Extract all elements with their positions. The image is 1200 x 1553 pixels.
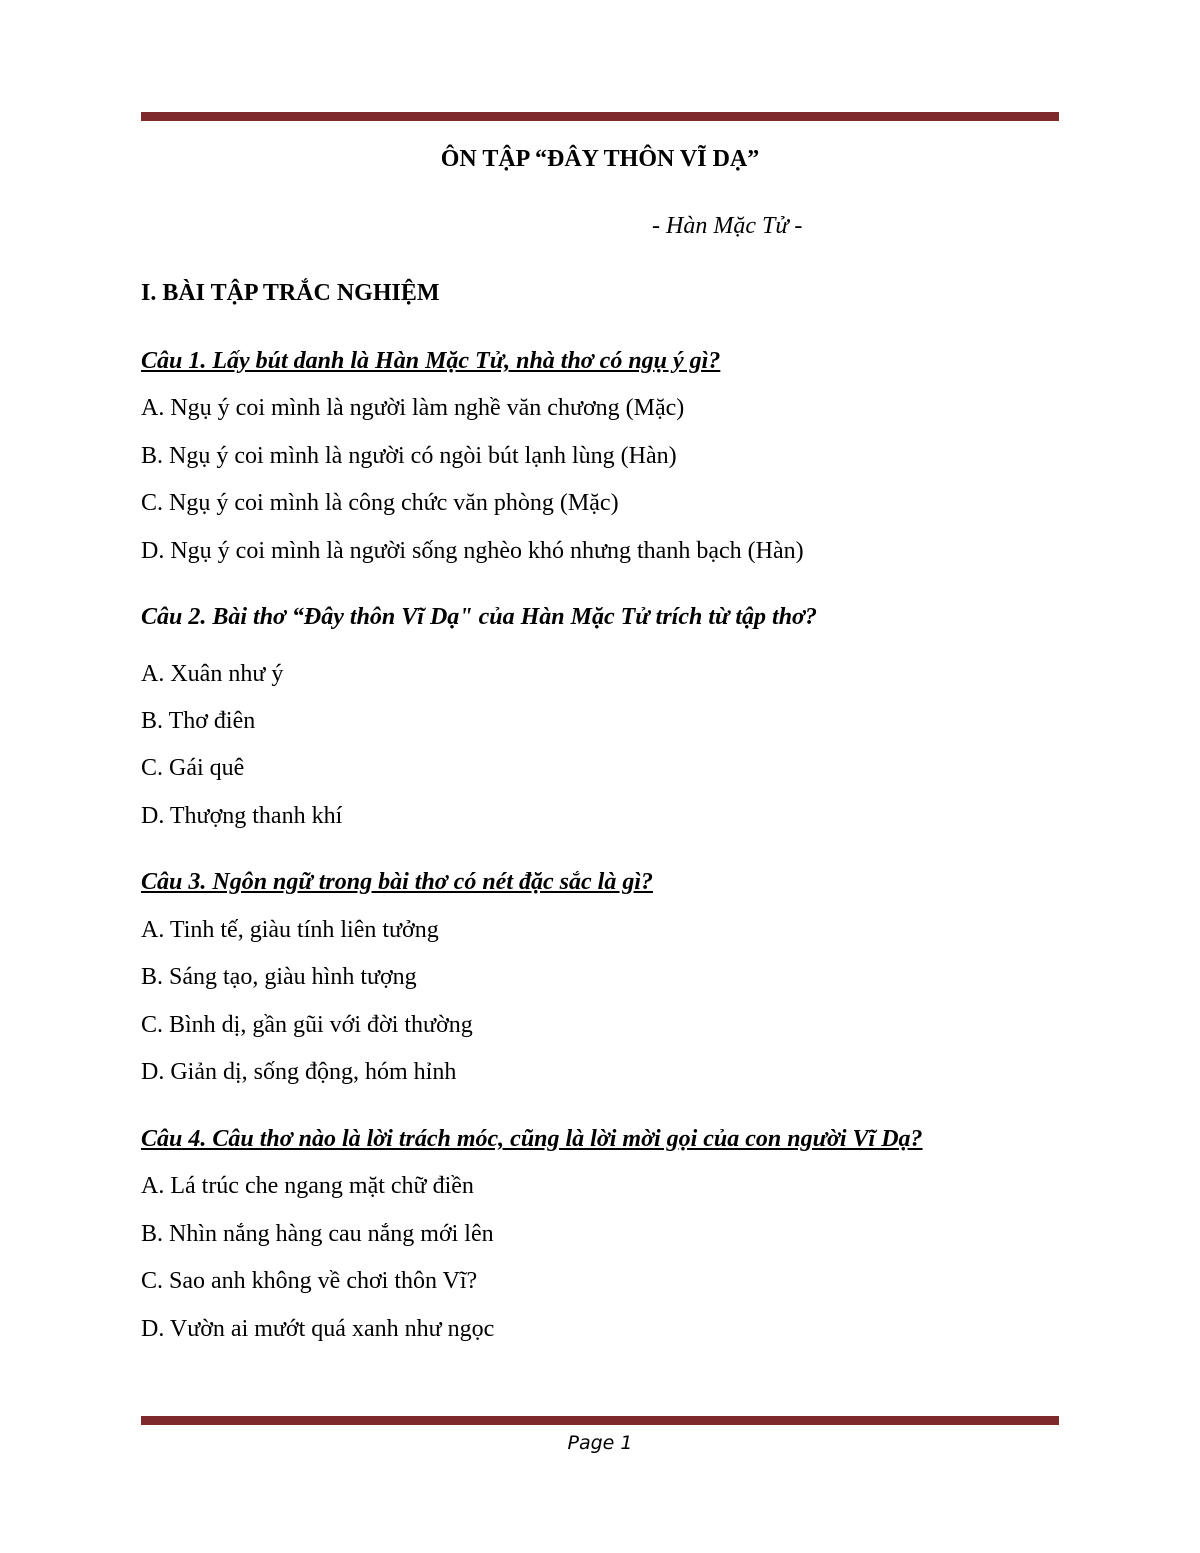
question-2-option-b: B. Thơ điên [141,708,256,734]
author-line: - Hàn Mặc Tử - [652,213,803,239]
question-4-option-c: C. Sao anh không về chơi thôn Vĩ? [141,1268,478,1294]
question-2-option-d: D. Thượng thanh khí [141,803,343,829]
question-2: Câu 2. Bài thơ “Đây thôn Vĩ Dạ" của Hàn Mặc Tử trích từ tập thơ? [141,604,817,630]
question-4-option-b: B. Nhìn nắng hàng cau nắng mới lên [141,1221,494,1247]
question-1-option-c: C. Ngụ ý coi mình là công chức văn phòng (Mặc) [141,490,619,516]
question-4-option-d: D. Vườn ai mướt quá xanh như ngọc [141,1316,495,1342]
question-3-option-d: D. Giản dị, sống động, hóm hỉnh [141,1059,457,1085]
footer-rule [141,1416,1059,1425]
question-1: Câu 1. Lấy bút danh là Hàn Mặc Tử, nhà thơ có ngụ ý gì? [141,348,721,374]
header-rule [141,112,1059,121]
page-number: Page 1 [567,1432,633,1454]
section-heading: I. BÀI TẬP TRẮC NGHIỆM [141,280,440,306]
question-3-option-b: B. Sáng tạo, giàu hình tượng [141,964,417,990]
question-2-option-c: C. Gái quê [141,755,245,781]
question-4-option-a: A. Lá trúc che ngang mặt chữ điền [141,1173,474,1199]
document-title: ÔN TẬP “ĐÂY THÔN VĨ DẠ” [440,146,760,172]
question-1-option-a: A. Ngụ ý coi mình là người làm nghề văn chương (Mặc) [141,395,685,421]
question-3-option-c: C. Bình dị, gần gũi với đời thường [141,1012,473,1038]
question-1-option-b: B. Ngụ ý coi mình là người có ngòi bút lạnh lùng (Hàn) [141,443,677,469]
question-1-option-d: D. Ngụ ý coi mình là người sống nghèo khó nhưng thanh bạch (Hàn) [141,538,804,564]
question-2-option-a: A. Xuân như ý [141,661,284,687]
question-3: Câu 3. Ngôn ngữ trong bài thơ có nét đặc sắc là gì? [141,869,653,895]
question-3-option-a: A. Tinh tế, giàu tính liên tưởng [141,917,439,943]
question-4: Câu 4. Câu thơ nào là lời trách móc, cũng là lời mời gọi của con người Vĩ Dạ? [141,1126,923,1152]
